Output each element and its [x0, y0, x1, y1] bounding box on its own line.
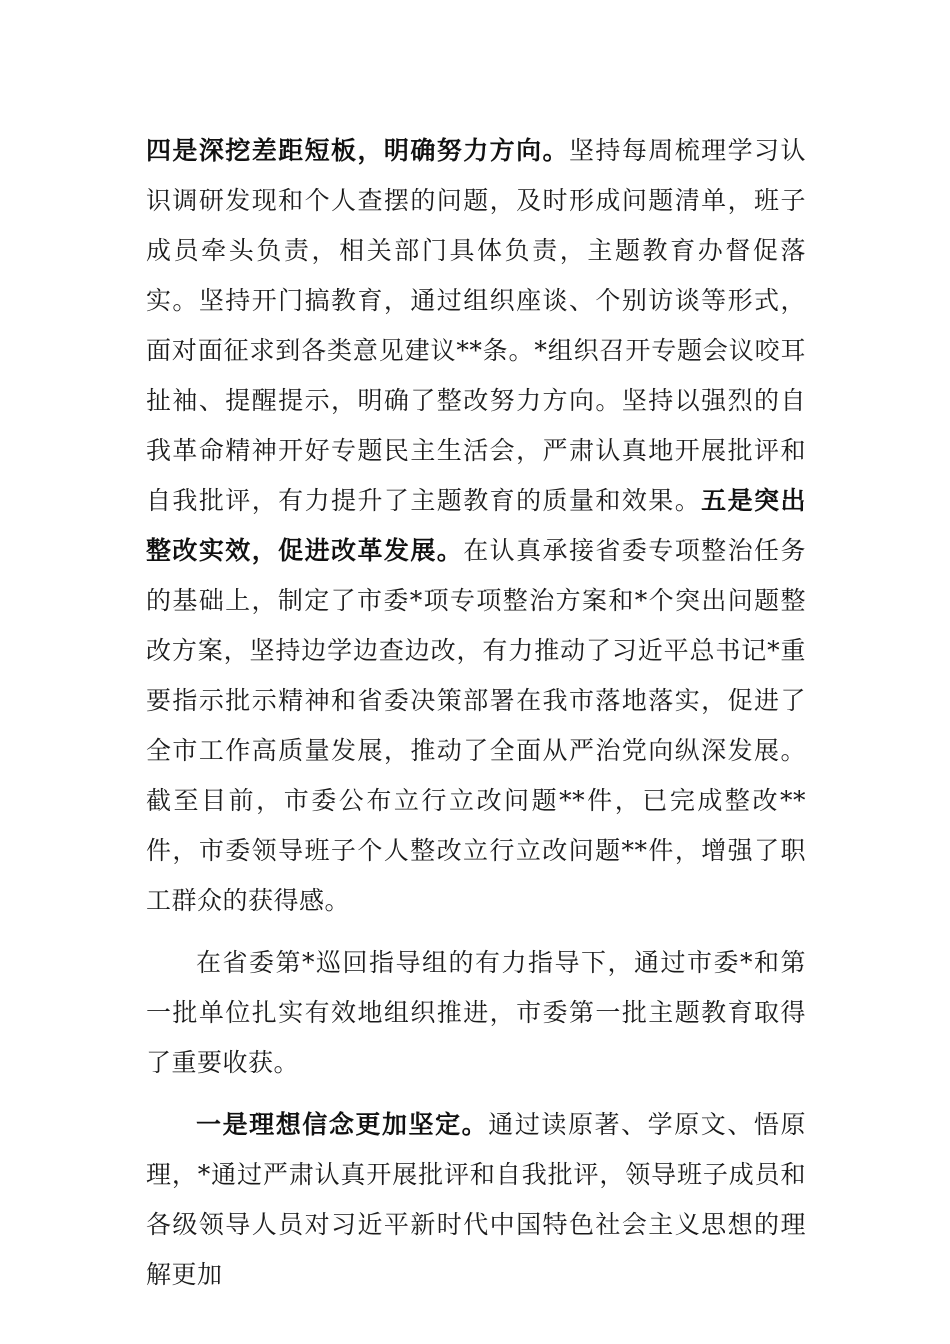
heading-run: 一是理想信念更加坚定。: [196, 1110, 489, 1139]
paragraph-3: [146, 1100, 806, 1300]
paragraph-1: [146, 126, 806, 926]
heading-run: 四是深挖差距短板，明确努力方向。: [146, 136, 569, 165]
body-run: 通过读原著、学原文、悟原理，*通过严肃认真开展批评和自我批评，领导班子成员和各级领导人员对习近平新时代中国特色社会主义思想的理解更加: [146, 1110, 806, 1289]
body-run: 在认真承接省委专项整治任务的基础上，制定了市委*项专项整治方案和*个突出问题整改方案，坚持边学边查边改，有力推动了习近平总书记*重要指示批示精神和省委决策部署在我市落地落实，促进了全市工作高质量发展，推动了全面从严治党向纵深发展。截至目前，市委公布立行立改问题**件，已完成整改**件，市委领导班子个人整改立行立改问题**件，增强了职工群众的获得感。: [146, 536, 806, 915]
document-page: [146, 126, 806, 1300]
heading-run: 五是突出整改实效，促进改革发展。: [146, 486, 806, 565]
body-run: 在省委第*巡回指导组的有力指导下，通过市委*和第一批单位扎实有效地组织推进，市委第一批主题教育取得了重要收获。: [146, 948, 806, 1077]
body-run: 坚持每周梳理学习认识调研发现和个人查摆的问题，及时形成问题清单，班子成员牵头负责，相关部门具体负责，主题教育办督促落实。坚持开门搞教育，通过组织座谈、个别访谈等形式，面对面征求到各类意见建议**条。*组织召开专题会议咬耳扯袖、提醒提示，明确了整改努力方向。坚持以强烈的自我革命精神开好专题民主生活会，严肃认真地开展批评和自我批评，有力提升了主题教育的质量和效果。: [146, 136, 806, 515]
paragraph-2: [146, 938, 806, 1088]
